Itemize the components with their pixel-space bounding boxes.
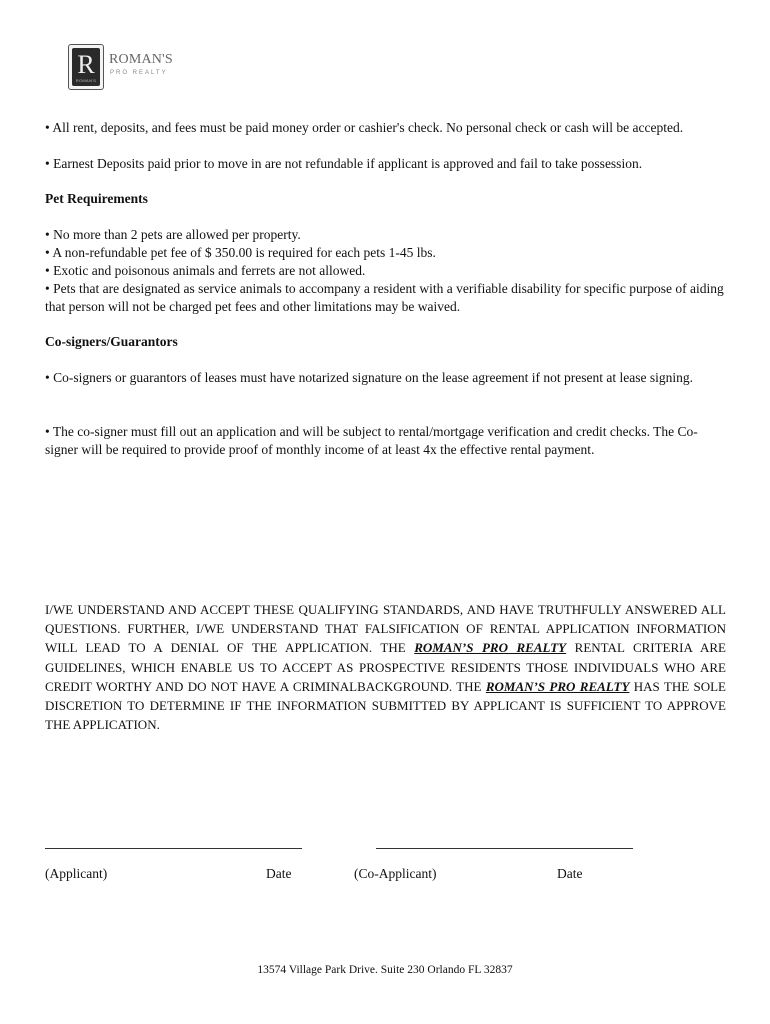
acknowledgement-part-3: HAS THE SOLE DISCRETION TO DETERMINE IF THE INFORMATION SUBMITTED BY APPLICANT IS SUFFICIENT TO APPROVE THE APPLICATION.: [45, 678, 726, 733]
logo-badge: [68, 44, 104, 90]
cosigners-heading: Co-signers/Guarantors: [45, 334, 178, 349]
cosigner-rule-2: • The co-signer must fill out an application and will be subject to rental/mortgage verification and credit checks. The Co-signer will be required to provide proof of monthly income of at least 4x the effective rental payment.: [45, 424, 698, 457]
co-applicant-signature-line[interactable]: [376, 848, 633, 849]
logo-letter: R: [77, 50, 95, 79]
logo-badge-sub: ROMAN'S: [75, 78, 97, 83]
pet-rule-1: • No more than 2 pets are allowed per property.: [45, 227, 301, 242]
payment-rule-1: • All rent, deposits, and fees must be paid money order or cashier's check. No personal check or cash will be accepted.: [45, 120, 684, 135]
co-applicant-date-label: Date: [557, 866, 583, 881]
footer-address: 13574 Village Park Drive. Suite 230 Orlando FL 32837: [257, 964, 513, 976]
pet-rule-4: • Pets that are designated as service animals to accompany a resident with a verifiable disability for specific purpose of aiding that person will not be charged pet fees and other limitations may be waived.: [45, 281, 724, 314]
acknowledgement-statement: [45, 600, 726, 734]
applicant-signature-line[interactable]: [45, 848, 302, 849]
acknowledgement-part-1: I/WE UNDERSTAND AND ACCEPT THESE QUALIFYING STANDARDS, AND HAVE TRUTHFULLY ANSWERED ALL QUESTIONS. FURTHER, I/WE UNDERSTAND THAT FALSIFICATION OF RENTAL APPLICATION INFORMATION WILL LEAD TO A DENIAL OF THE APPLICATION. THE: [45, 602, 726, 656]
applicant-date-label: Date: [266, 866, 292, 881]
logo-tagline: PRO REALTY: [110, 70, 168, 76]
company-logo: [68, 44, 198, 94]
pet-rule-2: • A non-refundable pet fee of $ 350.00 is required for each pets 1-45 lbs.: [45, 245, 436, 260]
brand-name-2: ROMAN’S PRO REALTY: [485, 678, 630, 694]
cosigner-rule-1: • Co-signers or guarantors of leases must have notarized signature on the lease agreement if not present at lease signing.: [45, 370, 694, 385]
payment-rule-2: • Earnest Deposits paid prior to move in are not refundable if applicant is approved and fail to take possession.: [45, 156, 643, 171]
logo-name: ROMAN'S: [109, 52, 173, 67]
applicant-label: (Applicant): [45, 866, 108, 881]
pet-requirements-heading: Pet Requirements: [45, 191, 148, 206]
co-applicant-label: (Co-Applicant): [354, 866, 437, 881]
brand-name-1: ROMAN’S PRO REALTY: [414, 640, 567, 656]
pet-rule-3: • Exotic and poisonous animals and ferrets are not allowed.: [45, 263, 366, 278]
acknowledgement-part-2: RENTAL CRITERIA ARE GUIDELINES, WHICH ENABLE US TO ACCEPT AS PROSPECTIVE RESIDENTS THOSE INDIVIDUALS WHO ARE CREDIT WORTHY AND DO NOT HAVE A CRIMINALBACKGROUND. THE: [45, 640, 726, 694]
